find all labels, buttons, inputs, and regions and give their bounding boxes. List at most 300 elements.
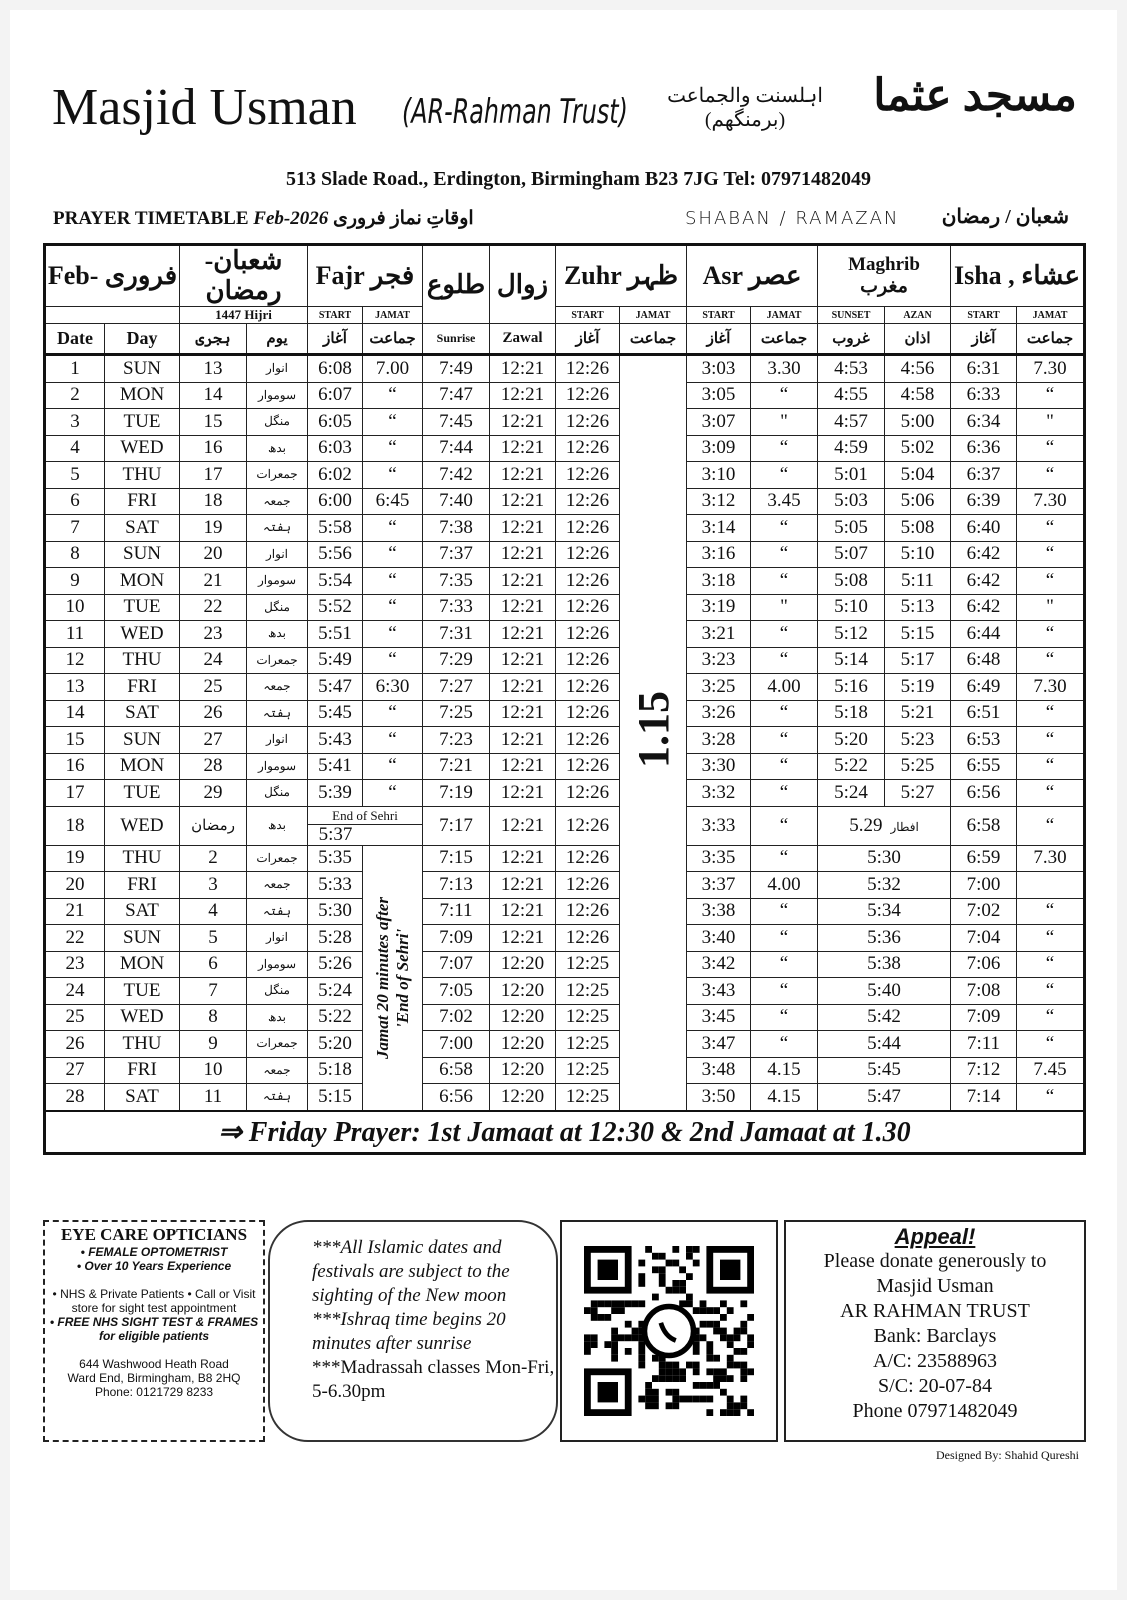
timetable-label bbox=[53, 207, 474, 230]
sunrise-cell bbox=[423, 462, 490, 489]
asr-start: 3:05 bbox=[701, 384, 736, 406]
zawal: 12:20 bbox=[500, 953, 545, 975]
hijri-date-cell bbox=[180, 727, 247, 754]
hijri-date: 11 bbox=[203, 1085, 223, 1107]
maghrib-azan-cell bbox=[885, 515, 951, 542]
date-cell bbox=[45, 435, 105, 462]
maghrib-azan-cell bbox=[885, 727, 951, 754]
zuhr-start: 12:26 bbox=[565, 357, 610, 379]
zawal-cell bbox=[490, 753, 556, 780]
isha-start-cell bbox=[951, 951, 1017, 978]
isha-jamat: “ bbox=[1045, 649, 1055, 671]
asr-start: 3:28 bbox=[701, 728, 736, 750]
fajr-start-cell bbox=[308, 1031, 363, 1058]
day-cell bbox=[105, 647, 180, 674]
maghrib-sunset-cell bbox=[818, 462, 885, 489]
fajr-start: 5:45 bbox=[318, 702, 352, 724]
fajr-start: 5:56 bbox=[318, 543, 352, 565]
isha-start: 6:36 bbox=[966, 437, 1001, 459]
zuhr-start: 12:25 bbox=[565, 1032, 610, 1054]
asr-jamat-cell bbox=[751, 515, 818, 542]
zawal: 12:20 bbox=[500, 979, 545, 1001]
yaum-cell bbox=[247, 674, 308, 701]
fajr-start-cell bbox=[308, 594, 363, 621]
fajr-start-cell bbox=[308, 925, 363, 952]
fajr-start: 6:05 bbox=[318, 410, 352, 432]
appeal-sortcode: S/C: 20-07-84 bbox=[878, 1375, 992, 1397]
isha-start: 6:37 bbox=[966, 463, 1001, 485]
sunrise: 7:25 bbox=[439, 702, 473, 724]
asr-start-cell bbox=[687, 978, 751, 1005]
asr-start-cell bbox=[687, 951, 751, 978]
maghrib-time: 5:34 bbox=[867, 900, 901, 922]
yaum-cell bbox=[247, 355, 308, 383]
whatsapp-qr-code[interactable] bbox=[560, 1220, 778, 1442]
table-row bbox=[45, 1031, 1085, 1058]
zawal-cell bbox=[490, 488, 556, 515]
isha-jamat-cell bbox=[1017, 488, 1085, 515]
isha-jamat-cell bbox=[1017, 355, 1085, 383]
isha-start-cell bbox=[951, 727, 1017, 754]
isha-jamat: 7.30 bbox=[1033, 357, 1067, 379]
h-fajr-jamaat: جماعت bbox=[363, 324, 423, 355]
sunrise-cell bbox=[423, 806, 490, 845]
isha-start-cell bbox=[951, 515, 1017, 542]
fajr-start: 5:24 bbox=[318, 979, 352, 1001]
yaum: سوموار bbox=[258, 573, 297, 588]
maghrib-time: 5.29 bbox=[849, 814, 883, 836]
fajr-jamat: “ bbox=[388, 437, 397, 459]
table-row bbox=[45, 700, 1085, 727]
appeal-line: Masjid Usman bbox=[876, 1275, 994, 1297]
h-isha-aghaz: آغاز bbox=[951, 324, 1017, 355]
zuhr-start: 12:26 bbox=[565, 437, 610, 459]
asr-start-cell bbox=[687, 845, 751, 872]
asr-start: 3:50 bbox=[701, 1085, 736, 1107]
asr-jamat: “ bbox=[779, 543, 789, 565]
date: 20 bbox=[65, 873, 85, 895]
zawal: 12:21 bbox=[500, 463, 545, 485]
asr-jamat: “ bbox=[779, 622, 789, 644]
sunrise: 7:29 bbox=[439, 649, 473, 671]
asr-start: 3:10 bbox=[701, 463, 736, 485]
asr-start-cell bbox=[687, 515, 751, 542]
maghrib-sunset-cell bbox=[818, 647, 885, 674]
asr-start-cell bbox=[687, 621, 751, 648]
sunrise-cell bbox=[423, 1031, 490, 1058]
isha-jamat: 7.30 bbox=[1033, 847, 1067, 869]
maghrib-cell bbox=[818, 898, 951, 925]
date-cell bbox=[45, 594, 105, 621]
table-row bbox=[45, 845, 1085, 872]
isha-jamat: 7.30 bbox=[1033, 675, 1067, 697]
day: SUN bbox=[123, 926, 162, 948]
date: 19 bbox=[65, 847, 85, 869]
asr-start: 3:18 bbox=[701, 569, 736, 591]
date: 24 bbox=[65, 979, 85, 1001]
yaum-cell bbox=[247, 647, 308, 674]
isha-jamat: " bbox=[1046, 596, 1054, 618]
asr-jamat-cell bbox=[751, 568, 818, 595]
asr-start-cell bbox=[687, 1084, 751, 1111]
day-cell bbox=[105, 515, 180, 542]
isha-jamat: JAMAT bbox=[1017, 307, 1085, 324]
note-madrassah: ***Madrassah classes Mon-Fri, 5-6.30pm bbox=[312, 1357, 555, 1402]
yaum: جمعہ bbox=[263, 679, 291, 694]
isha-jamat: “ bbox=[1045, 781, 1055, 803]
isha-start: 7:11 bbox=[966, 1032, 1001, 1054]
day: MON bbox=[119, 569, 165, 591]
zuhr-start: 12:26 bbox=[565, 596, 610, 618]
zuhr-start: 12:26 bbox=[565, 516, 610, 538]
note-ishraq: ***Ishraq time begins 20 minutes after sunrise bbox=[312, 1309, 506, 1354]
maghrib-sunset-cell bbox=[818, 621, 885, 648]
fajr-start: 6:03 bbox=[318, 437, 352, 459]
yaum-cell bbox=[247, 872, 308, 899]
day: THU bbox=[122, 649, 162, 671]
maghrib-sunset: 4:53 bbox=[834, 357, 868, 379]
zawal: 12:21 bbox=[500, 814, 545, 836]
zuhr-start-cell bbox=[556, 674, 620, 701]
optician-advert bbox=[43, 1220, 265, 1442]
h-zuhr-aghaz: آغاز bbox=[556, 324, 620, 355]
date: 22 bbox=[65, 926, 85, 948]
day-cell bbox=[105, 925, 180, 952]
sunrise-cell bbox=[423, 541, 490, 568]
fajr-start-cell bbox=[308, 700, 363, 727]
asr-start: 3:09 bbox=[701, 437, 736, 459]
zawal: 12:21 bbox=[500, 543, 545, 565]
date: 12 bbox=[65, 649, 85, 671]
fajr-jamat-cell bbox=[363, 355, 423, 383]
asr-jamat: “ bbox=[779, 814, 789, 836]
sunrise: 7:21 bbox=[439, 755, 473, 777]
asr-start: 3:07 bbox=[701, 410, 736, 432]
fajr-start: 5:22 bbox=[318, 1006, 352, 1028]
asr-start-cell bbox=[687, 727, 751, 754]
asr-start: 3:40 bbox=[701, 926, 736, 948]
zawal-cell bbox=[490, 806, 556, 845]
isha-start-cell bbox=[951, 355, 1017, 383]
sunrise-cell bbox=[423, 435, 490, 462]
isha-jamat: “ bbox=[1045, 926, 1055, 948]
maghrib-azan: 4:58 bbox=[900, 384, 935, 406]
isha-jamat-cell bbox=[1017, 1004, 1085, 1031]
isha-start: 6:33 bbox=[966, 384, 1001, 406]
asr-jamat: 3.45 bbox=[767, 490, 801, 512]
fajr-jamat: 6:30 bbox=[375, 675, 410, 697]
date: 25 bbox=[65, 1006, 85, 1028]
zuhr-start: 12:26 bbox=[565, 622, 610, 644]
table-body bbox=[45, 355, 1085, 1111]
isha-jamat-cell bbox=[1017, 806, 1085, 845]
zuhr-start: 12:26 bbox=[565, 410, 610, 432]
fajr-start-cell bbox=[308, 845, 363, 872]
fajr-start-cell bbox=[308, 780, 363, 807]
asr-jamat: 3.30 bbox=[767, 357, 801, 379]
fajr-jamat-cell bbox=[363, 700, 423, 727]
maghrib-time: 5:32 bbox=[867, 873, 901, 895]
note-line: Jamat 20 minutes after bbox=[372, 896, 392, 1059]
date-cell bbox=[45, 872, 105, 899]
table-row bbox=[45, 674, 1085, 701]
asr-start: 3:30 bbox=[701, 755, 736, 777]
date-cell bbox=[45, 845, 105, 872]
hijri-date: 7 bbox=[208, 979, 218, 1001]
designer-credit: Designed By: Shahid Qureshi bbox=[936, 1448, 1079, 1462]
asr-jamat-cell bbox=[751, 382, 818, 409]
fajr-start-cell bbox=[308, 1084, 363, 1111]
asr-jamat: “ bbox=[779, 649, 789, 671]
zuhr-start-cell bbox=[556, 355, 620, 383]
fajr-jamat-cell bbox=[363, 382, 423, 409]
day: MON bbox=[119, 755, 165, 777]
date-cell bbox=[45, 925, 105, 952]
isha-jamat-cell bbox=[1017, 621, 1085, 648]
day: WED bbox=[120, 437, 164, 459]
date: 14 bbox=[65, 702, 85, 724]
hijri-date-cell bbox=[180, 806, 247, 845]
fajr-start-cell bbox=[308, 753, 363, 780]
zawal-cell bbox=[490, 594, 556, 621]
hijri-date-cell bbox=[180, 1084, 247, 1111]
isha-jamat-cell bbox=[1017, 462, 1085, 489]
sunrise: 7:23 bbox=[439, 728, 473, 750]
maghrib-azan: 5:27 bbox=[900, 781, 935, 803]
fajr-jamat-note bbox=[363, 845, 423, 1111]
date-cell bbox=[45, 647, 105, 674]
h-sunrise: Sunrise bbox=[423, 324, 490, 355]
zuhr-start-cell bbox=[556, 382, 620, 409]
zuhr-start-cell bbox=[556, 1084, 620, 1111]
asr-start: 3:19 bbox=[701, 596, 736, 618]
isha-jamat: “ bbox=[1045, 1085, 1055, 1107]
zawal-cell bbox=[490, 872, 556, 899]
fajr-start-cell bbox=[308, 1004, 363, 1031]
hijri-date: 13 bbox=[203, 357, 223, 379]
zawal-cell bbox=[490, 1057, 556, 1084]
sunrise-cell bbox=[423, 355, 490, 383]
hijri-date: 8 bbox=[208, 1006, 218, 1028]
date-cell bbox=[45, 1084, 105, 1111]
hijri-date: 23 bbox=[203, 622, 223, 644]
isha-start: 6:39 bbox=[966, 490, 1001, 512]
zuhr-start-cell bbox=[556, 753, 620, 780]
zuhr-start: 12:26 bbox=[565, 926, 610, 948]
isha-jamat: “ bbox=[1045, 437, 1055, 459]
yaum-cell bbox=[247, 1084, 308, 1111]
table-row bbox=[45, 541, 1085, 568]
sunrise: 7:40 bbox=[439, 490, 473, 512]
yaum-cell bbox=[247, 1057, 308, 1084]
yaum: سوموار bbox=[258, 387, 297, 402]
fajr-jamat-cell bbox=[363, 462, 423, 489]
isha-jamat: “ bbox=[1045, 569, 1055, 591]
sunrise: 7:44 bbox=[439, 437, 473, 459]
zawal: 12:21 bbox=[500, 675, 545, 697]
hijri-date: 26 bbox=[203, 702, 223, 724]
zuhr-start: 12:26 bbox=[565, 728, 610, 750]
day: WED bbox=[120, 814, 164, 836]
zuhr-start-cell bbox=[556, 594, 620, 621]
isha-jamat-cell bbox=[1017, 515, 1085, 542]
isha-start-cell bbox=[951, 382, 1017, 409]
sunrise-cell bbox=[423, 674, 490, 701]
date-cell bbox=[45, 1031, 105, 1058]
yaum-cell bbox=[247, 462, 308, 489]
maghrib-cell bbox=[818, 925, 951, 952]
date-cell bbox=[45, 753, 105, 780]
maghrib-sunset-cell bbox=[818, 355, 885, 383]
maghrib-sunset: 5:01 bbox=[834, 463, 868, 485]
date-cell bbox=[45, 727, 105, 754]
maghrib-cell bbox=[818, 806, 951, 845]
zawal-cell bbox=[490, 727, 556, 754]
asr-jamat: “ bbox=[779, 569, 789, 591]
isha-jamat-cell bbox=[1017, 872, 1085, 899]
date: 13 bbox=[65, 675, 85, 697]
zuhr-start: 12:26 bbox=[565, 847, 610, 869]
sunrise-cell bbox=[423, 872, 490, 899]
months-ur: شعبان / رمضان bbox=[941, 206, 1069, 228]
yaum: بدھ bbox=[268, 1009, 287, 1024]
asr-start-cell bbox=[687, 898, 751, 925]
hijri-date: 20 bbox=[203, 543, 223, 565]
date-cell bbox=[45, 898, 105, 925]
isha-jamat-cell bbox=[1017, 382, 1085, 409]
zawal: 12:21 bbox=[500, 702, 545, 724]
fajr-start: 5:43 bbox=[318, 728, 352, 750]
isha-start: 6:53 bbox=[966, 728, 1001, 750]
fajr-start-cell bbox=[308, 1057, 363, 1084]
maghrib-sunset: 5:16 bbox=[834, 675, 868, 697]
day-cell bbox=[105, 1084, 180, 1111]
yaum: بدھ bbox=[268, 626, 287, 641]
isha-start-cell bbox=[951, 541, 1017, 568]
asr-jamat: “ bbox=[779, 847, 789, 869]
isha-start: 6:34 bbox=[966, 410, 1001, 432]
maghrib-azan: 5:11 bbox=[900, 569, 935, 591]
fajr-jamat: 6:45 bbox=[375, 490, 410, 512]
optician-line: • FREE NHS SIGHT TEST & FRAMES for eligible patients bbox=[49, 1315, 259, 1343]
notes-box bbox=[268, 1220, 558, 1442]
zuhr-start-cell bbox=[556, 435, 620, 462]
zuhr-start: 12:25 bbox=[565, 1059, 610, 1081]
h-tulu: طلوع bbox=[423, 245, 490, 324]
appeal-line: Please donate generously to bbox=[823, 1250, 1047, 1272]
fajr-jamat-cell bbox=[363, 488, 423, 515]
zawal: 12:21 bbox=[500, 781, 545, 803]
asr-jamat-cell bbox=[751, 1031, 818, 1058]
isha-jamat: “ bbox=[1045, 463, 1055, 485]
date: 5 bbox=[70, 463, 80, 485]
zawal-cell bbox=[490, 1084, 556, 1111]
asr-jamat-cell bbox=[751, 806, 818, 845]
fajr-start-cell bbox=[308, 382, 363, 409]
table-row bbox=[45, 594, 1085, 621]
maghrib-azan-cell bbox=[885, 355, 951, 383]
date-cell bbox=[45, 568, 105, 595]
asr-jamat-cell bbox=[751, 488, 818, 515]
hijri-date-cell bbox=[180, 872, 247, 899]
hijri-date-cell bbox=[180, 700, 247, 727]
isha-start-cell bbox=[951, 780, 1017, 807]
table-row bbox=[45, 568, 1085, 595]
maghrib-sunset: 5:18 bbox=[834, 702, 868, 724]
day-cell bbox=[105, 409, 180, 436]
table-row bbox=[45, 951, 1085, 978]
hijri-date-cell bbox=[180, 753, 247, 780]
maghrib-cell bbox=[818, 1004, 951, 1031]
h-day: Day bbox=[105, 324, 180, 355]
isha-jamat-cell bbox=[1017, 1031, 1085, 1058]
maghrib-azan: 5:10 bbox=[900, 543, 935, 565]
asr-jamat-cell bbox=[751, 435, 818, 462]
isha-jamat: 7.45 bbox=[1033, 1059, 1067, 1081]
h-zawal-en: Zawal bbox=[490, 324, 556, 355]
asr-jamat-cell bbox=[751, 594, 818, 621]
fajr-start-cell bbox=[308, 898, 363, 925]
zawal-cell bbox=[490, 1004, 556, 1031]
isha-start: 6:55 bbox=[966, 755, 1001, 777]
isha-start-cell bbox=[951, 872, 1017, 899]
maghrib-azan-cell bbox=[885, 435, 951, 462]
isha-start-cell bbox=[951, 753, 1017, 780]
isha-jamat: 7.30 bbox=[1033, 490, 1067, 512]
zawal: 12:21 bbox=[500, 437, 545, 459]
yaum: ہفتہ bbox=[262, 1089, 292, 1104]
zawal-cell bbox=[490, 647, 556, 674]
asr-start-cell bbox=[687, 594, 751, 621]
fajr-start: 5:52 bbox=[318, 596, 352, 618]
maghrib-azan: 5:02 bbox=[900, 437, 935, 459]
fajr-start-cell bbox=[308, 647, 363, 674]
h-date: Date bbox=[45, 324, 105, 355]
isha-jamat: “ bbox=[1045, 728, 1055, 750]
asr-jamat: “ bbox=[779, 728, 789, 750]
isha-start-cell bbox=[951, 409, 1017, 436]
date: 11 bbox=[65, 622, 85, 644]
h-asr-jamaat: جماعت bbox=[751, 324, 818, 355]
asr-start-cell bbox=[687, 355, 751, 383]
yaum: ہفتہ bbox=[262, 903, 292, 918]
isha-jamat: “ bbox=[1045, 1032, 1055, 1054]
yaum-cell bbox=[247, 488, 308, 515]
table-row bbox=[45, 898, 1085, 925]
asr-start-cell bbox=[687, 925, 751, 952]
maghrib-sunset-cell bbox=[818, 700, 885, 727]
isha-jamat-cell bbox=[1017, 727, 1085, 754]
zuhr-start: 12:26 bbox=[565, 675, 610, 697]
isha-start: 7:08 bbox=[966, 979, 1001, 1001]
asr-jamat: " bbox=[780, 410, 788, 432]
asr-start-cell bbox=[687, 806, 751, 845]
hijri-date: 2 bbox=[208, 847, 218, 869]
asr-jamat-cell bbox=[751, 621, 818, 648]
isha-start-cell bbox=[951, 1031, 1017, 1058]
asr-jamat: 4.15 bbox=[767, 1059, 801, 1081]
hijri-date: 17 bbox=[203, 463, 223, 485]
maghrib-sunset: 5:07 bbox=[834, 543, 868, 565]
zawal: 12:21 bbox=[500, 569, 545, 591]
asr-start: 3:48 bbox=[701, 1059, 736, 1081]
zuhr-start: 12:25 bbox=[565, 1085, 610, 1107]
isha-jamat-cell bbox=[1017, 1084, 1085, 1111]
fajr-start-cell bbox=[308, 355, 363, 383]
asr-jamat: " bbox=[780, 596, 788, 618]
asr-start: 3:26 bbox=[701, 702, 736, 724]
zawal: 12:21 bbox=[500, 873, 545, 895]
